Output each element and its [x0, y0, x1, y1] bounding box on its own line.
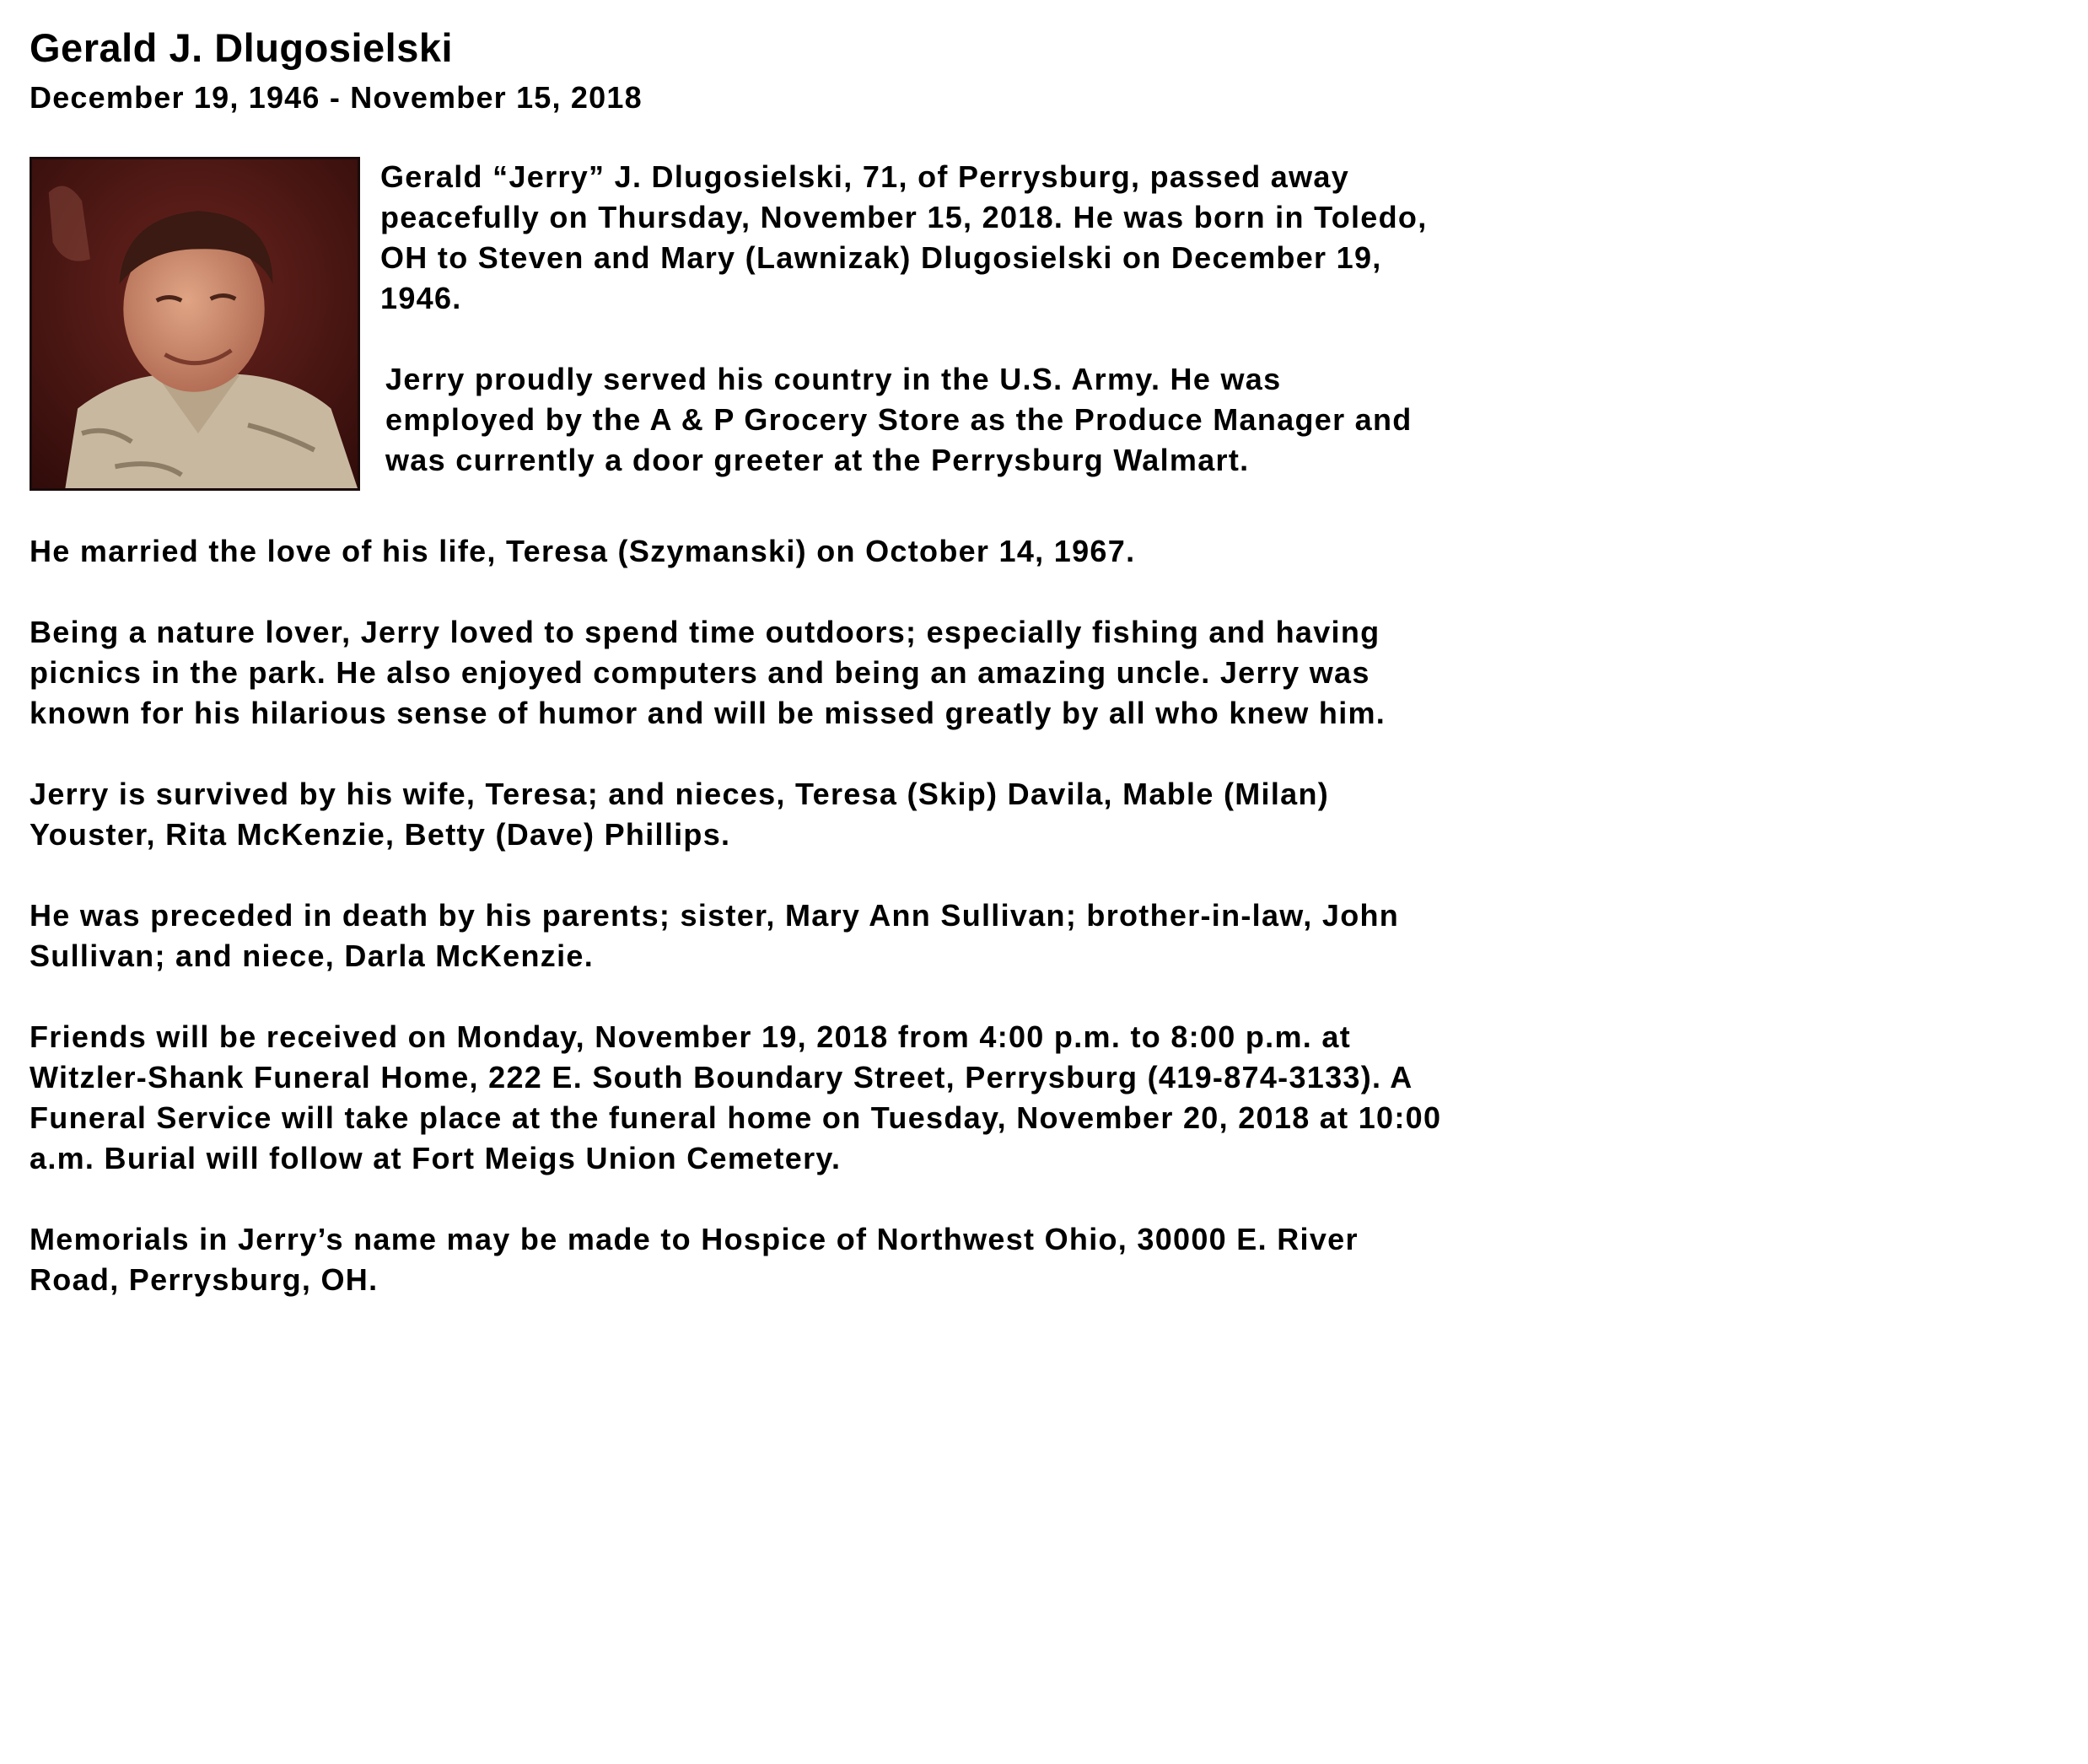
- paragraph-service: Jerry proudly served his country in the U.S. Army. He was employed by the A & P Grocery Store as the Produce Manager and was currently a door greeter at the Perrysburg Walmart.: [385, 362, 1413, 477]
- paragraph-marriage: He married the love of his life, Teresa (Szymanski) on October 14, 1967.: [30, 534, 1136, 568]
- paragraph-memorials: Memorials in Jerry’s name may be made to Hospice of Northwest Ohio, 30000 E. River Road, Perrysburg, OH.: [30, 1222, 1359, 1297]
- intro-section: [30, 157, 1446, 491]
- obituary-name-title: Gerald J. Dlugosielski: [30, 25, 454, 70]
- intro-text-block: [380, 157, 1434, 481]
- paragraph-services: Friends will be received on Monday, November 19, 2018 from 4:00 p.m. to 8:00 p.m. at Witzler-Shank Funeral Home, 222 E. South Boundary Street, Perrysburg (419-874-3133). A Funeral Service will take place at the funeral home on Tuesday, November 20, 2018 at 10:00 a.m. Burial will follow at Fort Meigs Union Cemetery.: [30, 1019, 1442, 1175]
- paragraph-interests: Being a nature lover, Jerry loved to spend time outdoors; especially fishing and having picnics in the park. He also enjoyed computers and being an amazing uncle. Jerry was known for his hilarious sense of humor and will be missed greatly by all who knew him.: [30, 615, 1386, 730]
- obituary-page: [30, 25, 1446, 1300]
- portrait-photo: [30, 157, 360, 491]
- life-dates: December 19, 1946 - November 15, 2018: [30, 80, 643, 115]
- paragraph-preceded-by: He was preceded in death by his parents; sister, Mary Ann Sullivan; brother-in-law, John Sullivan; and niece, Darla McKenzie.: [30, 898, 1400, 973]
- paragraph-survived-by: Jerry is survived by his wife, Teresa; and nieces, Teresa (Skip) Davila, Mable (Milan) Youster, Rita McKenzie, Betty (Dave) Phillips.: [30, 777, 1330, 852]
- paragraph-birth: Gerald “Jerry” J. Dlugosielski, 71, of Perrysburg, passed away peacefully on Thursday, November 15, 2018. He was born in Toledo, OH to Steven and Mary (Lawnizak) Dlugosielski on December 19, 1946.: [380, 159, 1428, 315]
- portrait-image: [32, 159, 358, 488]
